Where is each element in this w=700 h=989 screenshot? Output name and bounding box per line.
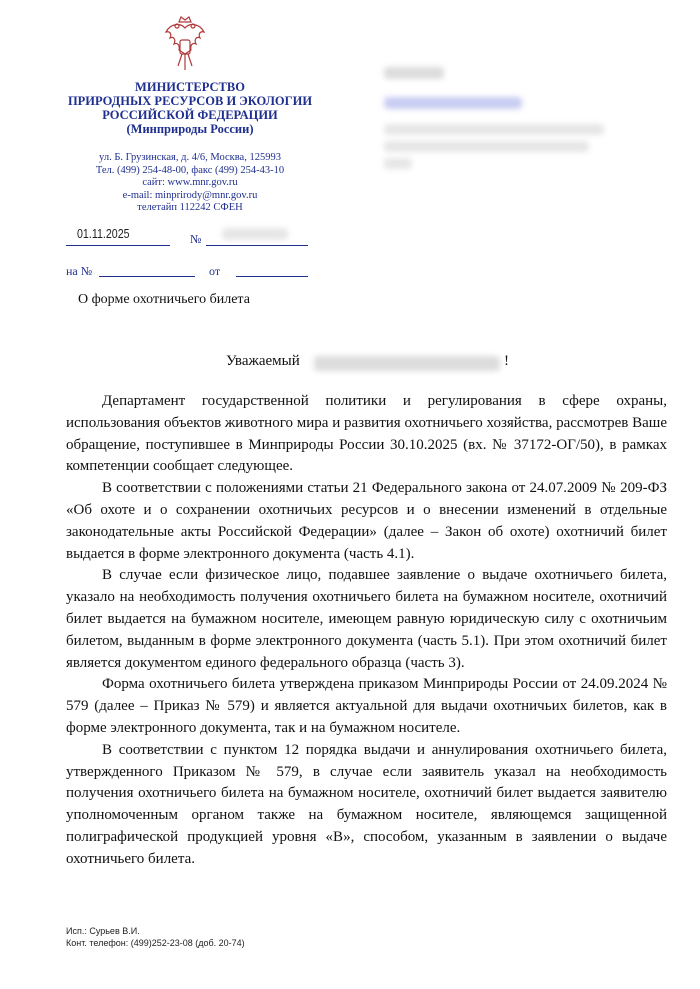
executor-footer	[66, 926, 245, 949]
redacted-addressee-address-line	[384, 158, 412, 169]
body-paragraph: В случае если физическое лицо, подавшее заявление о выдаче охотничьего билета, указало на необходимость получения охотничьего билета на бумажном носителе, охотничий билет выдается на бумажном носителе, имеющем равную юридическую силу с охотничьим билетом, выданным в форме электронного документа (часть 5.1). При этом охотничий билет является документом единого федерального образца (часть 3).	[66, 567, 667, 671]
letter-subject: О форме охотничьего билета	[78, 292, 250, 307]
redacted-recipient-name	[314, 356, 500, 371]
contact-teletype: телетайп 112242 СФЕН	[137, 202, 243, 214]
reply-number-field-line	[99, 260, 195, 277]
letter-body	[66, 391, 667, 871]
greeting	[226, 353, 509, 370]
reply-to-number-label: на №	[66, 264, 93, 278]
double-headed-eagle-emblem-icon	[160, 14, 210, 76]
redacted-addressee-address-line	[384, 124, 604, 135]
body-paragraph: Форма охотничьего билета утверждена приказом Минприроды России от 24.09.2024 № 579 (далее – Приказ № 579) и является актуальной для выдачи охотничьих билетов, как в форме электронного документа, так и на бумажном носителе.	[66, 676, 667, 736]
contact-email: e-mail: minprirody@mnr.gov.ru	[122, 189, 258, 201]
body-paragraph: В соответствии с положениями статьи 21 Федерального закона от 24.07.2009 № 209-ФЗ «Об охоте и о сохранении охотничьих ресурсов и о внесении изменений в отдельные законодательные акты Российской Федерации» (далее – Закон об охоте) охотничий билет выдается в форме электронного документа (часть 4.1).	[66, 480, 667, 562]
ministry-title-line: ПРИРОДНЫХ РЕСУРСОВ И ЭКОЛОГИИ	[67, 94, 313, 108]
reply-date-field-line	[236, 260, 308, 277]
greeting-exclamation: !	[504, 353, 509, 369]
contact-phone: Тел. (499) 254-48-00, факс (499) 254-43-10	[95, 164, 285, 176]
body-paragraph: В соответствии с пунктом 12 порядка выдачи и аннулирования охотничьего билета, утвержденного Приказом № 579, в случае если заявитель указал на необходимость получения охотничьего билета на бумажном носителе, охотничий билет выдается заявителю уполномоченным органом также на бумажном носителе, являющемся защищенной полиграфической продукцией уровня «В», способом, указанным в заявлении о выдаче охотничьего билета.	[66, 741, 667, 867]
ministry-title	[40, 80, 340, 136]
redacted-addressee-name	[384, 67, 444, 79]
ministry-contacts	[40, 152, 340, 215]
registration-date: 01.11.2025	[77, 226, 130, 241]
ministry-title-line: МИНИСТЕРСТВО	[135, 80, 245, 94]
ministry-title-line: РОССИЙСКОЙ ФЕДЕРАЦИИ	[102, 108, 278, 122]
body-paragraph: Департамент государственной политики и регулирования в сфере охраны, использования объектов животного мира и развития охотничьего хозяйства, рассмотрев Ваше обращение, поступившее в Минприроды России 30.10.2025 (вх. № 37172-ОГ/50), в рамках компетенции сообщает следующее.	[66, 393, 667, 475]
ministry-short-name: (Минприроды России)	[126, 122, 254, 136]
redacted-addressee-email	[384, 97, 522, 109]
number-label: №	[190, 232, 202, 246]
redacted-number	[222, 228, 288, 240]
contact-website: сайт: www.mnr.gov.ru	[142, 177, 238, 189]
executor-phone: Конт. телефон: (499)252-23-08 (доб. 20-74)	[66, 937, 245, 948]
reply-from-label: от	[209, 264, 221, 278]
contact-address: ул. Б. Грузинская, д. 4/6, Москва, 125993	[99, 152, 281, 163]
redacted-addressee-address-line	[384, 141, 589, 152]
greeting-salutation: Уважаемый	[226, 353, 300, 369]
executor-name: Исп.: Сурьев В.И.	[66, 926, 140, 936]
